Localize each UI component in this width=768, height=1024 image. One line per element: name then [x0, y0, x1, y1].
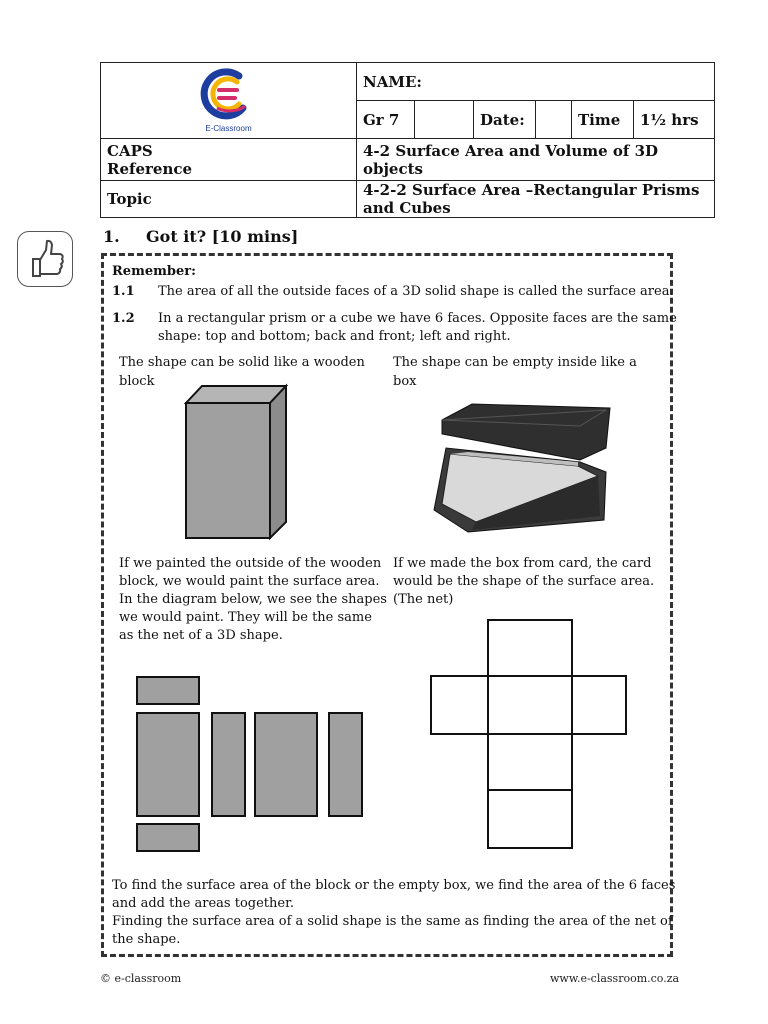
remember-heading: Remember: [112, 264, 196, 279]
grade-label: Gr 7 [357, 101, 415, 139]
left-top-text-1: The shape can be solid like a wooden [119, 355, 365, 370]
footer-copyright: © e-classroom [100, 972, 182, 985]
face-back [255, 713, 317, 816]
topic-value: 4-2-2 Surface Area –Rectangular Prisms and Cubes [357, 181, 715, 218]
conclusion-line-4: the shape. [112, 932, 181, 947]
eclassroom-logo [199, 68, 259, 124]
item-number: 1.1 [112, 284, 135, 299]
date-field[interactable] [536, 101, 572, 139]
time-value: 1½ hrs [634, 101, 715, 139]
item-text: In a rectangular prism or a cube we have 6 faces. Opposite faces are the same [158, 311, 677, 326]
face-bottom [137, 824, 199, 851]
block-faces-diagram [130, 670, 370, 860]
left-mid-text-4: we would paint. They will be the same [119, 610, 372, 625]
face-left [212, 713, 245, 816]
time-label: Time [572, 101, 634, 139]
grade-field[interactable] [415, 101, 474, 139]
box-net-diagram [428, 617, 630, 852]
left-mid-text-3: In the diagram below, we see the shapes [119, 592, 387, 607]
logo-cell [101, 63, 357, 139]
item-text: The area of all the outside faces of a 3D solid shape is called the surface area. [158, 284, 674, 299]
open-box-image [428, 400, 618, 540]
caps-label-text: CAPS Reference [107, 141, 193, 178]
conclusion-line-1: To find the surface area of the block or the empty box, we find the area of the 6 faces [112, 878, 676, 893]
item-number: 1.2 [112, 311, 135, 326]
right-mid-text-3: (The net) [393, 592, 454, 607]
right-top-text-1: The shape can be empty inside like a [393, 355, 637, 370]
logo-text: E-Classroom [205, 124, 252, 133]
conclusion-line-2: and add the areas together. [112, 896, 295, 911]
name-label: NAME: [357, 63, 715, 101]
right-mid-text-1: If we made the box from card, the card [393, 556, 652, 571]
wooden-block-image [180, 382, 295, 542]
caps-label [101, 139, 357, 181]
left-mid-text-1: If we painted the outside of the wooden [119, 556, 382, 571]
face-front [137, 713, 199, 816]
face-right [329, 713, 362, 816]
left-mid-text-5: as the net of a 3D shape. [119, 628, 283, 643]
right-top-text-2: box [393, 374, 417, 389]
left-top-text-2: block [119, 374, 155, 389]
footer-website[interactable]: www.e-classroom.co.za [550, 972, 680, 985]
date-label: Date: [474, 101, 536, 139]
caps-value: 4-2 Surface Area and Volume of 3D objects [357, 139, 715, 181]
conclusion-line-3: Finding the surface area of a solid shape is the same as finding the area of the net of [112, 914, 673, 929]
header-table [100, 62, 715, 218]
right-mid-text-2: would be the shape of the surface area. [393, 574, 655, 589]
question-number: 1. [103, 227, 120, 246]
question-title: Got it? [10 mins] [146, 227, 299, 246]
thumbs-up-icon [17, 231, 73, 287]
item-text: shape: top and bottom; back and front; left and right. [158, 329, 511, 344]
face-top [137, 677, 199, 704]
topic-label: Topic [101, 181, 357, 218]
left-mid-text-2: block, we would paint the surface area. [119, 574, 380, 589]
